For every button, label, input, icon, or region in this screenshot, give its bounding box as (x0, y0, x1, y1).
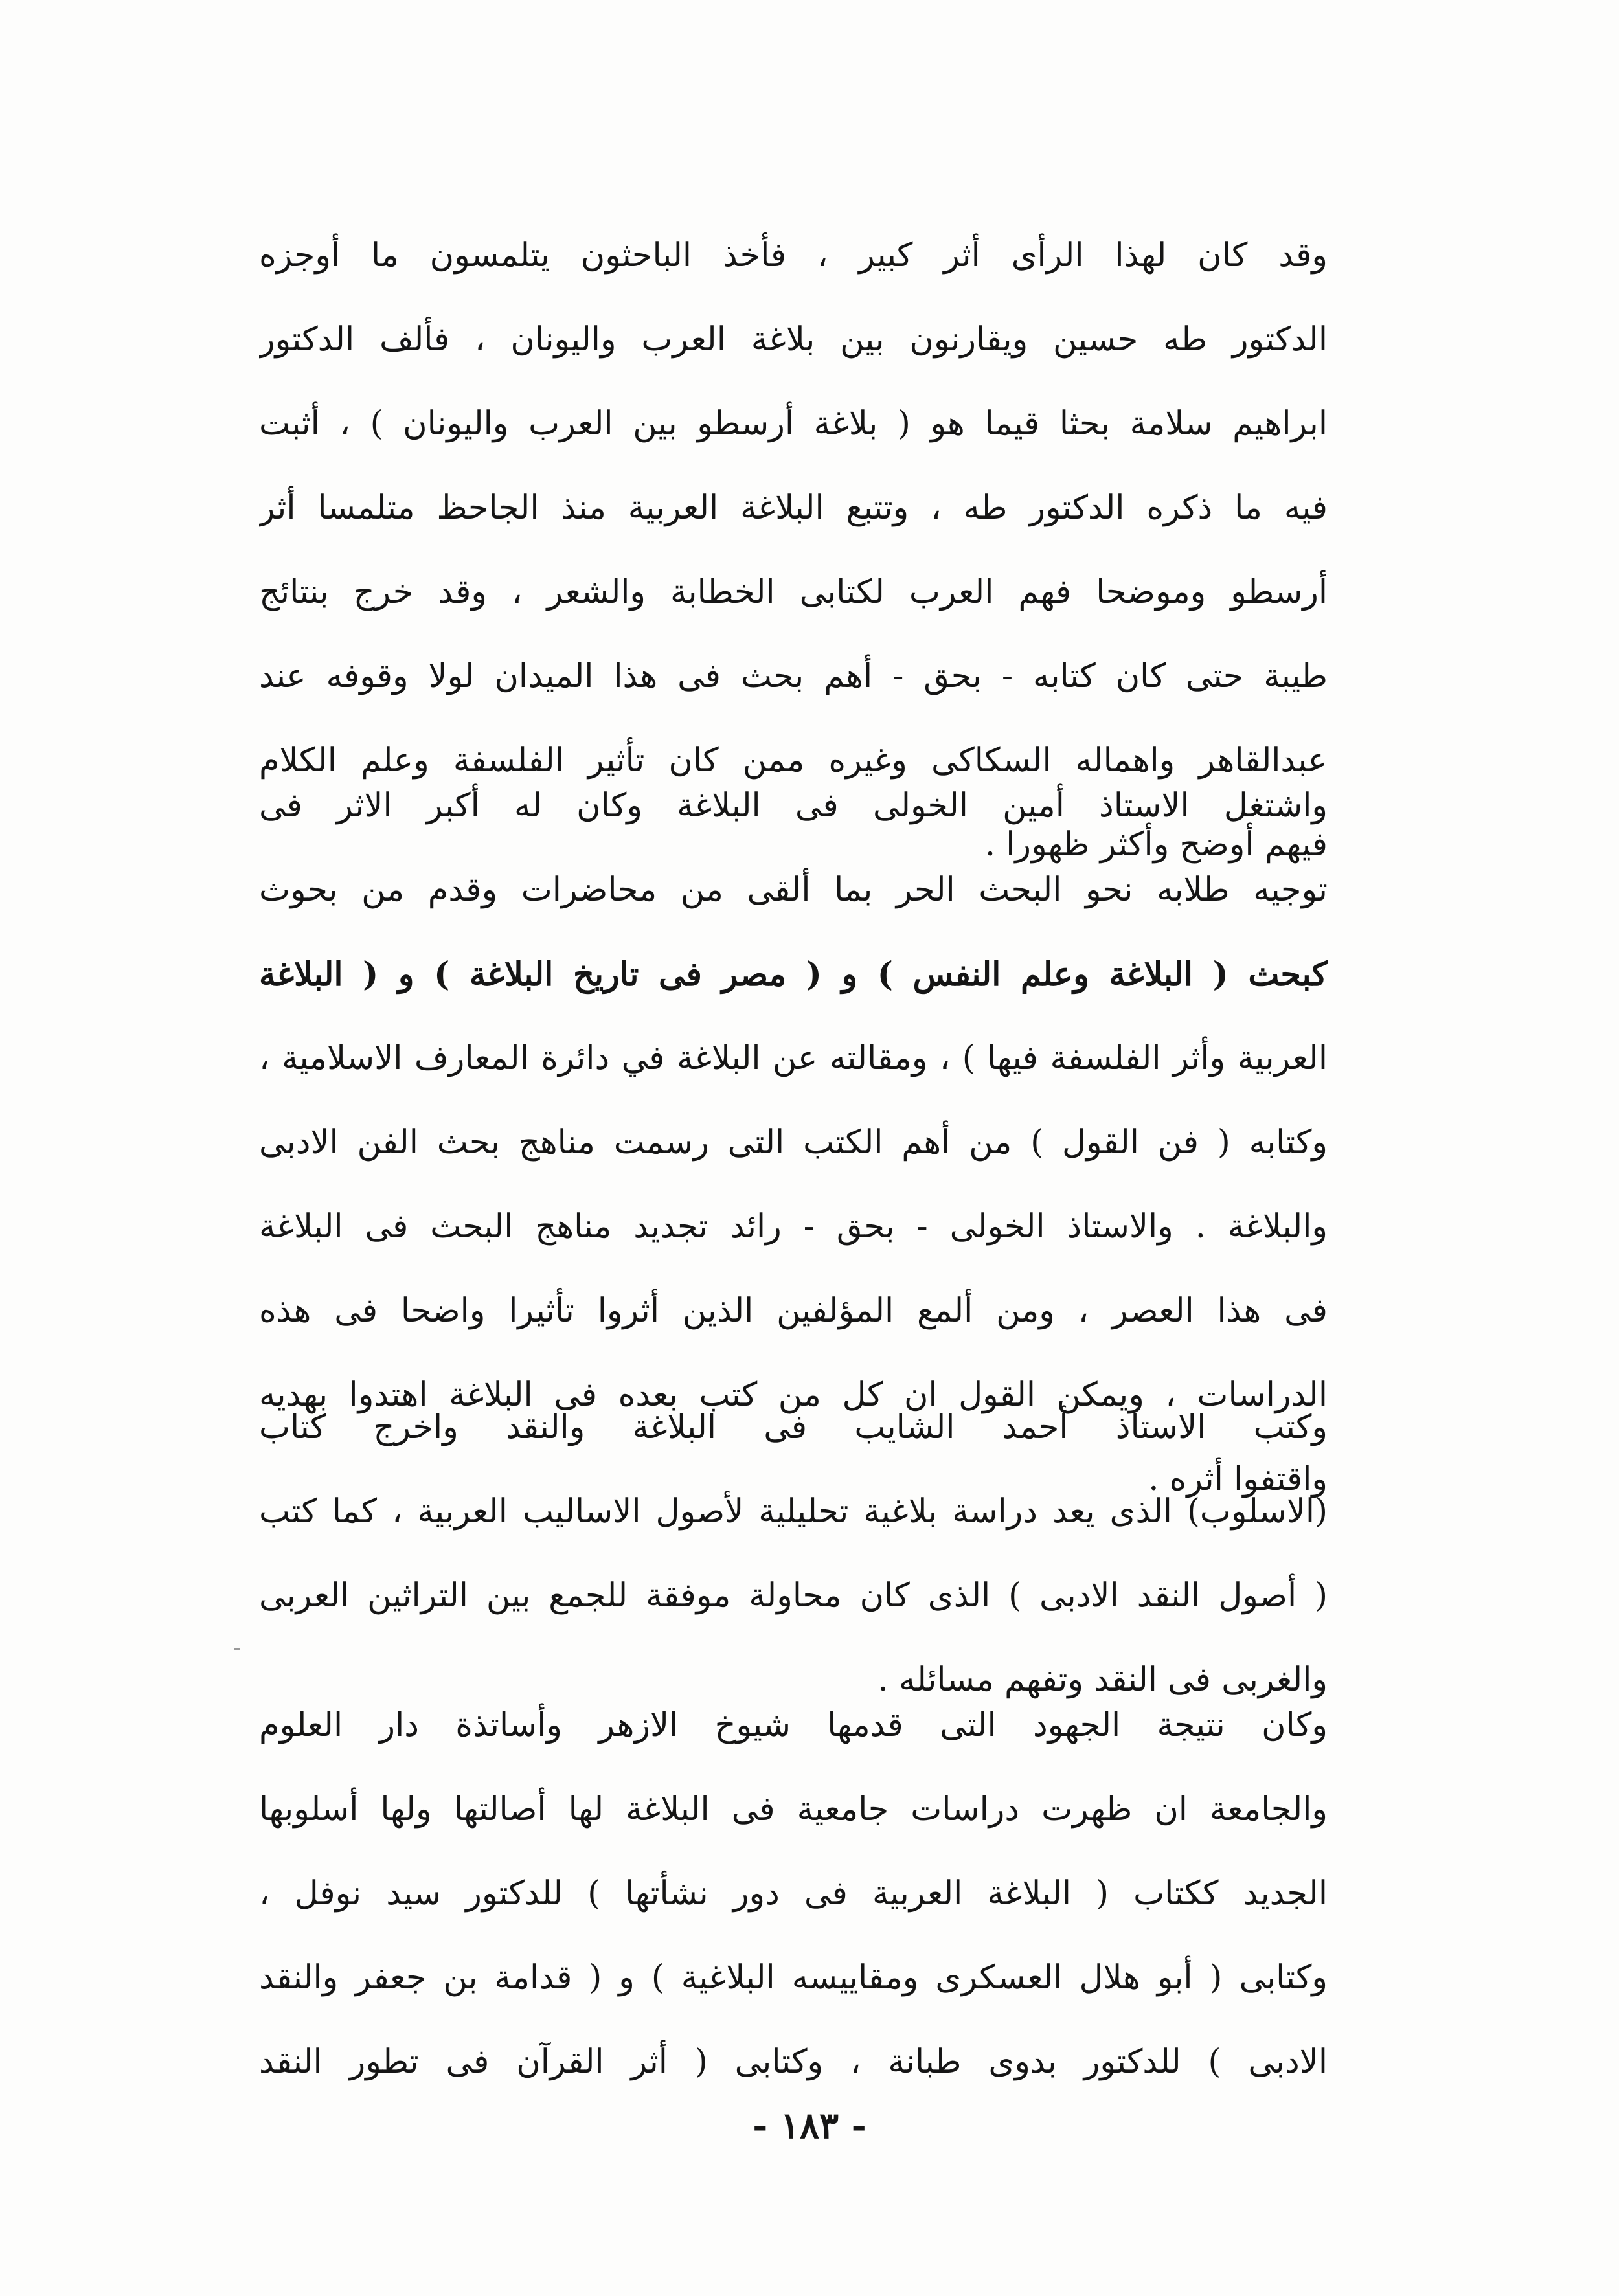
text-line: وقد كان لهذا الرأى أثر كبير ، فأخذ الباحثون يتلمسون ما أوجزه (259, 236, 1328, 275)
text-line: أرسطو وموضحا فهم العرب لكتابى الخطابة والشعر ، وقد خرج بنتائج (259, 573, 1328, 611)
text-line: واشتغل الاستاذ أمين الخولى فى البلاغة وكان له أكبر الاثر فى (259, 787, 1328, 825)
text-line: الادبى ) للدكتور بدوى طبانة ، وكتابى ( أثر القرآن فى تطور النقد (259, 2043, 1328, 2081)
text-line: والجامعة ان ظهرت دراسات جامعية فى البلاغة لها أصالتها ولها أسلوبها (259, 1790, 1328, 1829)
text-line: كبحث ( البلاغة وعلم النفس ) و ( مصر فى تاريخ البلاغة ) و ( البلاغة (259, 955, 1328, 994)
text-line: العربية وأثر الفلسفة فيها ) ، ومقالته عن البلاغة في دائرة المعارف الاسلامية ، (259, 1039, 1328, 1077)
text-line: (الاسلوب) الذى يعد دراسة بلاغية تحليلية لأصول الاساليب العربية ، كما كتب (259, 1492, 1328, 1531)
text-line: طيبة حتى كان كتابه - بحق - أهم بحث فى هذا الميدان لولا وقوفه عند (259, 657, 1328, 695)
text-line: والغربى فى النقد وتفهم مسائله . (877, 1661, 1328, 1699)
text-line: وكتابى ( أبو هلال العسكرى ومقاييسه البلاغية ) و ( قدامة بن جعفر والنقد (259, 1959, 1328, 1997)
paragraph-4 (259, 1683, 1328, 2104)
text-line: واقتفوا أثره . (1148, 1460, 1328, 1498)
text-line: فيه ما ذكره الدكتور طه ، وتتبع البلاغة العربية منذ الجاحظ متلمسا أثر (259, 489, 1328, 527)
scan-margin-mark (234, 1648, 240, 1650)
text-line: وكان نتيجة الجهود التى قدمها شيوخ الازهر وأساتذة دار العلوم (259, 1706, 1328, 1744)
text-line: وكتابه ( فن القول ) من أهم الكتب التى رسمت مناهج بحث الفن الادبى (259, 1123, 1328, 1162)
text-line: توجيه طلابه نحو البحث الحر بما ألقى من محاضرات وقدم من بحوث (259, 871, 1328, 909)
text-line: ابراهيم سلامة بحثا قيما هو ( بلاغة أرسطو بين العرب واليونان ) ، أثبت (259, 405, 1328, 443)
paragraph-3 (259, 1386, 1328, 1722)
text-line: ( أصول النقد الادبى ) الذى كان محاولة موفقة للجمع بين التراثين العربى (259, 1577, 1328, 1615)
text-line: الدراسات ، ويمكن القول ان كل من كتب بعده فى البلاغة اهتدوا بهديه (259, 1376, 1328, 1414)
page-number: - ١٨٣ - (753, 2104, 866, 2147)
text-line: عبدالقاهر واهماله السكاكى وغيره ممن كان تأثير الفلسفة وعلم الكلام (259, 741, 1328, 780)
text-line: الجديد ككتاب ( البلاغة العربية فى دور نشأتها ) للدكتور سيد نوفل ، (259, 1874, 1328, 1913)
text-line: الدكتور طه حسين ويقارنون بين بلاغة العرب واليونان ، فألف الدكتور (259, 321, 1328, 359)
text-line: وكتب الاستاذ أحمد الشايب فى البلاغة والنقد واخرج كتاب (259, 1408, 1328, 1446)
text-line: والبلاغة . والاستاذ الخولى - بحق - رائد تجديد مناهج البحث فى البلاغة (259, 1208, 1328, 1246)
text-line: فيهم أوضح وأكثر ظهورا . (984, 826, 1328, 864)
text-line: فى هذا العصر ، ومن ألمع المؤلفين الذين أثروا تأثيرا واضحا فى هذه (259, 1292, 1328, 1330)
